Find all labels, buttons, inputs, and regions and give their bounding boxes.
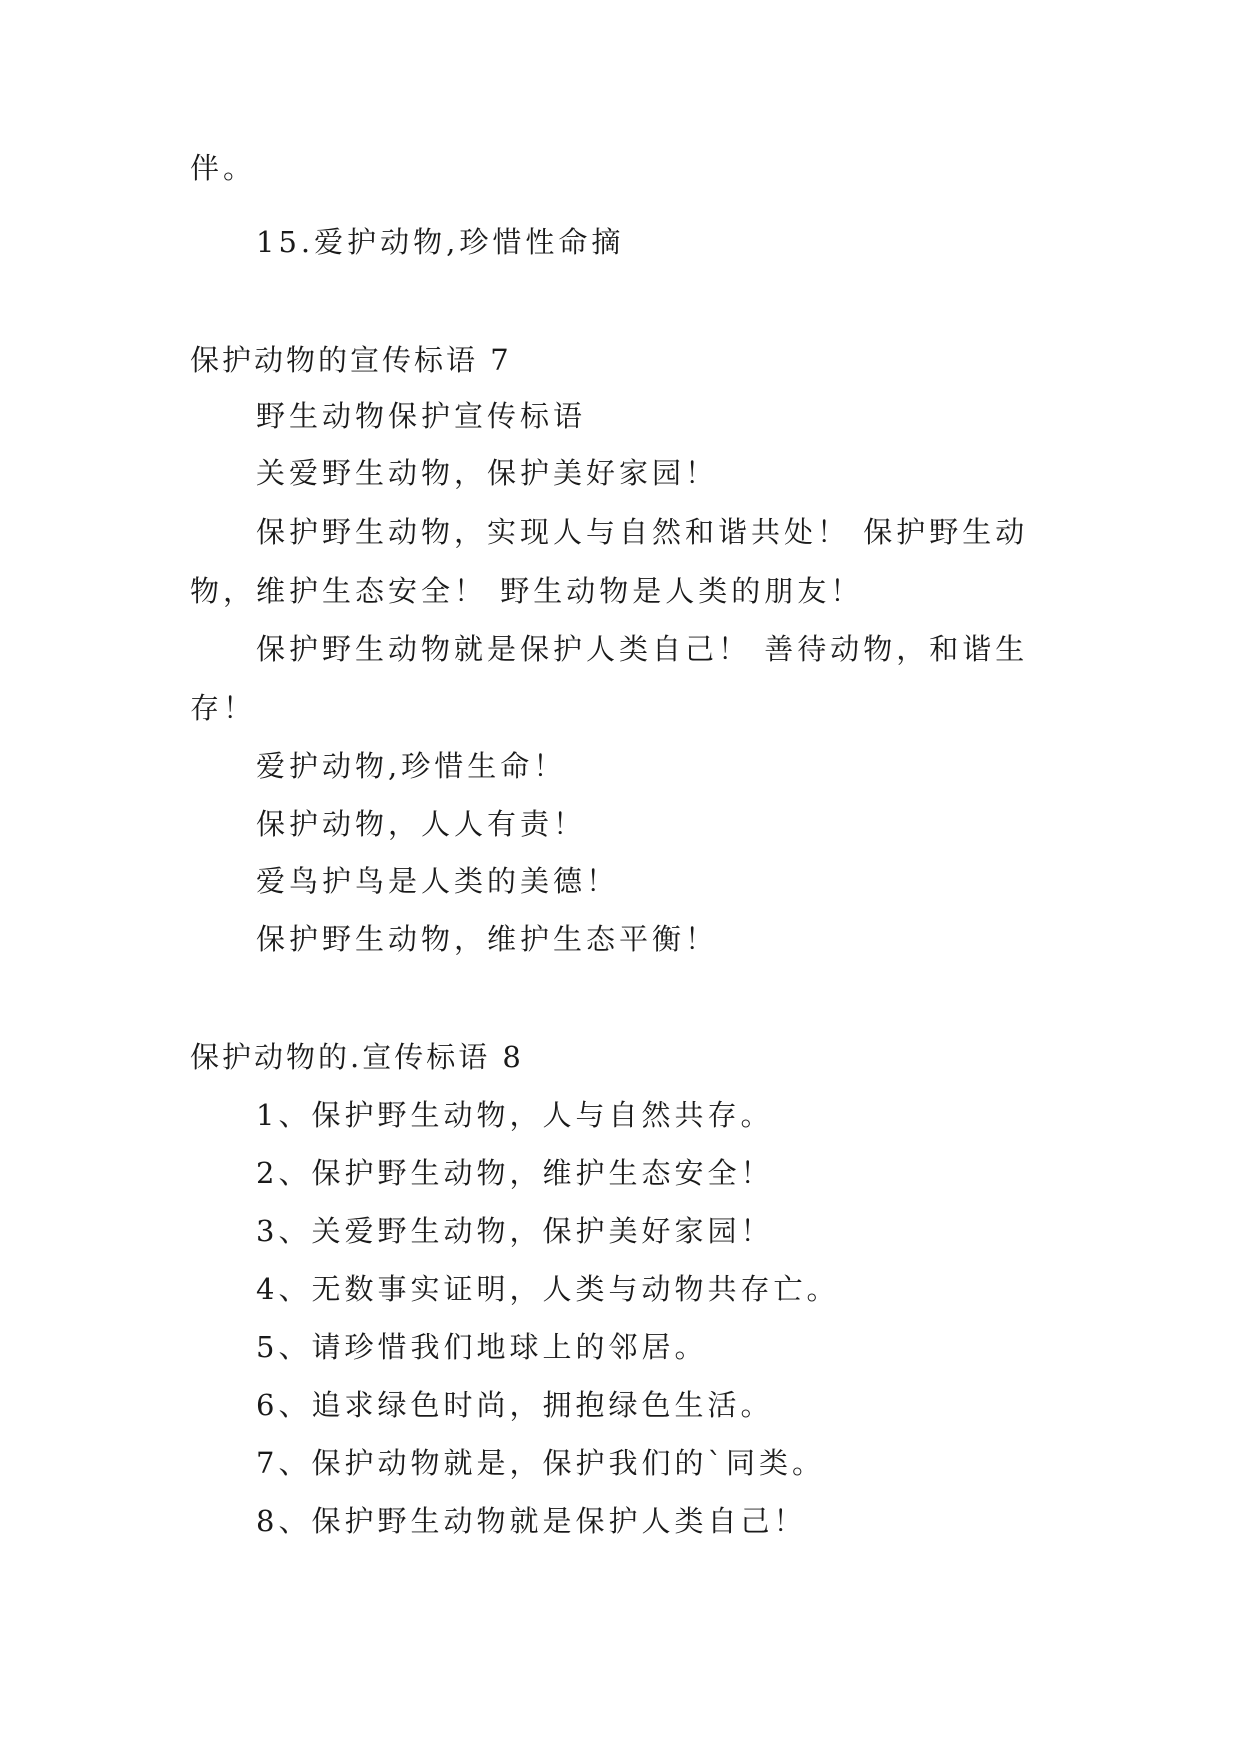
list-item: 8、保护野生动物就是保护人类自己！ <box>256 1504 807 1538</box>
paragraph: 爱鸟护鸟是人类的美德！ <box>256 864 620 898</box>
continuation-text: 伴。 <box>190 151 257 185</box>
list-item-15: 15.爱护动物,珍惜性命摘 <box>256 225 625 259</box>
list-item: 5、请珍惜我们地球上的邻居。 <box>256 1330 708 1364</box>
paragraph: 关爱野生动物，保护美好家园！ <box>256 456 719 490</box>
paragraph: 物，维护生态安全！ 野生动物是人类的朋友！ <box>190 574 864 608</box>
list-item: 7、保护动物就是，保护我们的`同类。 <box>256 1446 825 1480</box>
section-8-heading: 保护动物的.宣传标语 8 <box>190 1040 524 1074</box>
paragraph: 保护野生动物就是保护人类自己！ 善待动物，和谐生 <box>256 632 1029 666</box>
paragraph: 爱护动物,珍惜生命！ <box>256 749 567 783</box>
paragraph: 存！ <box>190 691 257 725</box>
list-item: 6、追求绿色时尚，拥抱绿色生活。 <box>256 1388 774 1422</box>
paragraph: 保护野生动物，维护生态平衡！ <box>256 922 719 956</box>
section-7-heading: 保护动物的宣传标语 7 <box>190 343 512 377</box>
paragraph: 保护动物，人人有责！ <box>256 807 587 841</box>
list-item: 3、关爱野生动物，保护美好家园！ <box>256 1214 774 1248</box>
paragraph: 保护野生动物，实现人与自然和谐共处！ 保护野生动 <box>256 515 1029 549</box>
section-7-subtitle: 野生动物保护宣传标语 <box>256 399 587 433</box>
list-item: 2、保护野生动物，维护生态安全！ <box>256 1156 774 1190</box>
list-item: 1、保护野生动物，人与自然共存。 <box>256 1098 774 1132</box>
list-item: 4、无数事实证明，人类与动物共存亡。 <box>256 1272 840 1306</box>
